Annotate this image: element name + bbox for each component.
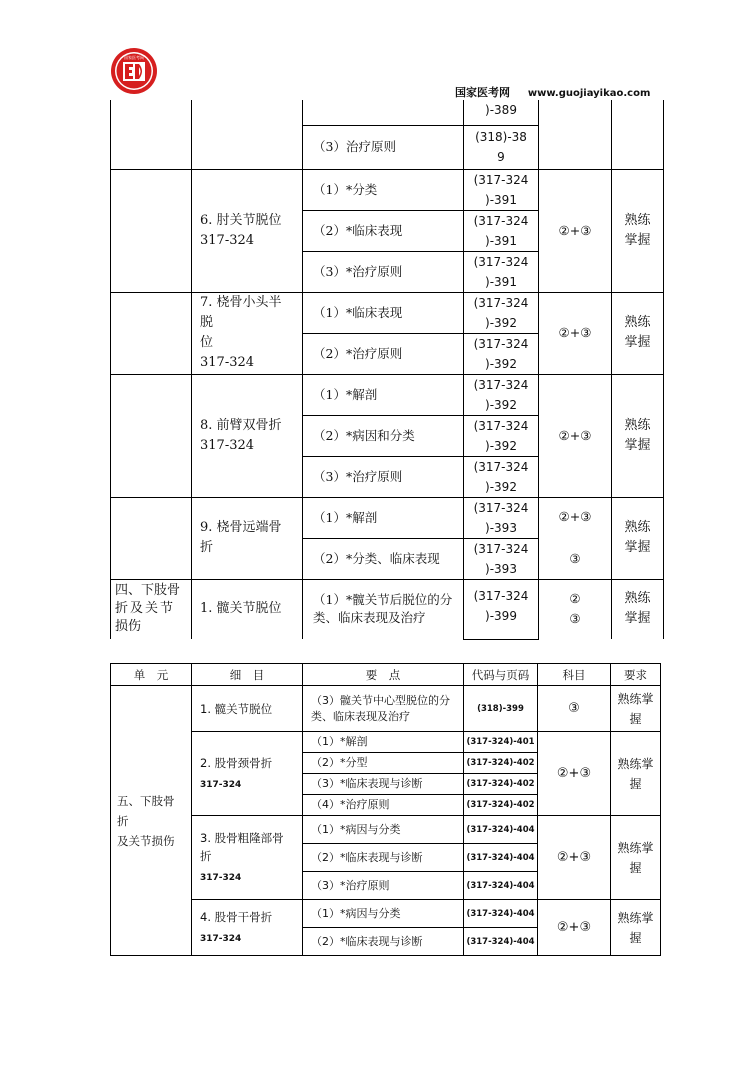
- svg-text:国家医考网: 国家医考网: [124, 55, 144, 60]
- point-item: （3）*治疗原则: [303, 872, 464, 900]
- point-item: （1）*病因与分类: [303, 900, 464, 928]
- header-points: 要 点: [303, 664, 464, 686]
- header-requirement: 要求: [611, 664, 661, 686]
- site-logo: [110, 47, 158, 95]
- requirement-cell: 熟练 掌握: [612, 497, 664, 579]
- header-subject: 科目: [538, 664, 611, 686]
- code-cell: (317-324 )-392: [464, 415, 539, 456]
- syllabus-table-lower-limb: [110, 663, 661, 956]
- unit-cell-empty: [111, 169, 192, 292]
- subject-cell: ② ③: [539, 579, 612, 639]
- code-cell: (317-324)-402: [464, 753, 538, 774]
- code-cell: (317-324)-404: [464, 900, 538, 928]
- item-hip-dislocation: 1. 髋关节脱位: [192, 686, 303, 732]
- subject-cell: ②+③: [539, 292, 612, 374]
- requirement-cell: 熟练掌 握: [611, 900, 661, 956]
- unit-cell-empty: [111, 100, 192, 169]
- code-cell: (317-324 )-392: [464, 456, 539, 497]
- requirement-cell: 熟练 掌握: [612, 292, 664, 374]
- code-cell: (317-324)-404: [464, 928, 538, 956]
- requirement-cell: 熟练掌 握: [611, 816, 661, 900]
- site-url[interactable]: www.guojiayikao.com: [527, 88, 651, 99]
- subject-cell: ②+③: [539, 169, 612, 292]
- item-intertrochanteric-fracture: 3. 股骨粗隆部骨折 317-324: [192, 816, 303, 900]
- site-header: [455, 84, 650, 100]
- subject-cell: ②+③: [538, 732, 611, 816]
- code-cell: (317-324 )-391: [464, 210, 539, 251]
- point-item: （1）*解剖: [303, 497, 464, 538]
- requirement-cell: 熟练 掌握: [612, 579, 664, 639]
- code-cell: (317-324 )-392: [464, 292, 539, 333]
- item-femoral-neck-fracture: 2. 股骨颈骨折 317-324: [192, 732, 303, 816]
- syllabus-table-continued: [110, 100, 664, 640]
- subject-cell: ②+③: [538, 816, 611, 900]
- code-cell: (317-324 )-392: [464, 333, 539, 374]
- point-item: （2）*治疗原则: [303, 333, 464, 374]
- point-item: （1）*解剖: [303, 732, 464, 753]
- code-cell: (318)-38 9: [464, 125, 539, 169]
- code-cell: (317-324)-404: [464, 816, 538, 844]
- code-cell: (317-324)-401: [464, 732, 538, 753]
- point-item: （4）*治疗原则: [303, 795, 464, 816]
- point-treatment: （3）治疗原则: [303, 125, 464, 169]
- unit-cell-empty: [111, 292, 192, 374]
- subject-cell: ②+③ ③: [539, 497, 612, 579]
- header-item: 细 目: [192, 664, 303, 686]
- requirement-cell: 熟练 掌握: [612, 374, 664, 497]
- requirement-cell: 熟练 掌握: [612, 169, 664, 292]
- unit-lower-limb: 四、下肢骨 折及关节 损伤: [111, 579, 192, 639]
- item-radial-head-subluxation: 7. 桡骨小头半脱 位 317-324: [192, 292, 303, 374]
- code-cell: (317-324 )-391: [464, 169, 539, 210]
- point-item: （2）*分型: [303, 753, 464, 774]
- code-cell: (317-324)-404: [464, 844, 538, 872]
- code-cell: (317-324)-404: [464, 872, 538, 900]
- header-code: 代码与页码: [464, 664, 538, 686]
- code-cell: (317-324)-402: [464, 795, 538, 816]
- req-cell-empty: [612, 100, 664, 169]
- point-item: （2）*临床表现: [303, 210, 464, 251]
- subject-cell-empty: [539, 100, 612, 169]
- requirement-cell: 熟练掌 握: [611, 732, 661, 816]
- unit-cell-empty: [111, 374, 192, 497]
- requirement-cell: 熟练掌 握: [611, 686, 661, 732]
- subject-cell: ②+③: [538, 900, 611, 956]
- site-name: 国家医考网: [455, 86, 510, 99]
- point-item: （2）*病因和分类: [303, 415, 464, 456]
- point-item: （3）*临床表现与诊断: [303, 774, 464, 795]
- point-item: （2）*临床表现与诊断: [303, 928, 464, 956]
- item-elbow-dislocation: 6. 肘关节脱位 317-324: [192, 169, 303, 292]
- unit-lower-limb-fracture: 五、下肢骨折 及关节损伤: [111, 686, 192, 956]
- subject-cell: ③: [538, 686, 611, 732]
- code-cell: (317-324 )-393: [464, 538, 539, 579]
- subject-cell: ②+③: [539, 374, 612, 497]
- header-unit: 单 元: [111, 664, 192, 686]
- point-cell-empty: [303, 100, 464, 125]
- item-femoral-shaft-fracture: 4. 股骨干骨折 317-324: [192, 900, 303, 956]
- code-cell: (317-324 )-393: [464, 497, 539, 538]
- code-cell: (317-324 )-391: [464, 251, 539, 292]
- point-item: （1）*分类: [303, 169, 464, 210]
- item-distal-radius-fracture: 9. 桡骨远端骨折: [192, 497, 303, 579]
- code-cell: (317-324 )-392: [464, 374, 539, 415]
- point-item: （1）*病因与分类: [303, 816, 464, 844]
- item-forearm-fracture: 8. 前臂双骨折 317-324: [192, 374, 303, 497]
- unit-cell-empty: [111, 497, 192, 579]
- point-item: （2）*分类、临床表现: [303, 538, 464, 579]
- point-item: （3）髋关节中心型脱位的分 类、临床表现及治疗: [303, 686, 464, 732]
- code-cell: )-389: [464, 100, 539, 125]
- point-item: （3）*治疗原则: [303, 251, 464, 292]
- item-hip-dislocation: 1. 髋关节脱位: [192, 579, 303, 639]
- point-item: （3）*治疗原则: [303, 456, 464, 497]
- item-cell-empty: [192, 100, 303, 169]
- point-item: （1）*临床表现: [303, 292, 464, 333]
- code-cell: (317-324 )-399: [464, 579, 539, 639]
- point-item: （2）*临床表现与诊断: [303, 844, 464, 872]
- code-cell: (318)-399: [464, 686, 538, 732]
- code-cell: (317-324)-402: [464, 774, 538, 795]
- point-item: （1）*髋关节后脱位的分 类、临床表现及治疗: [303, 579, 464, 639]
- point-item: （1）*解剖: [303, 374, 464, 415]
